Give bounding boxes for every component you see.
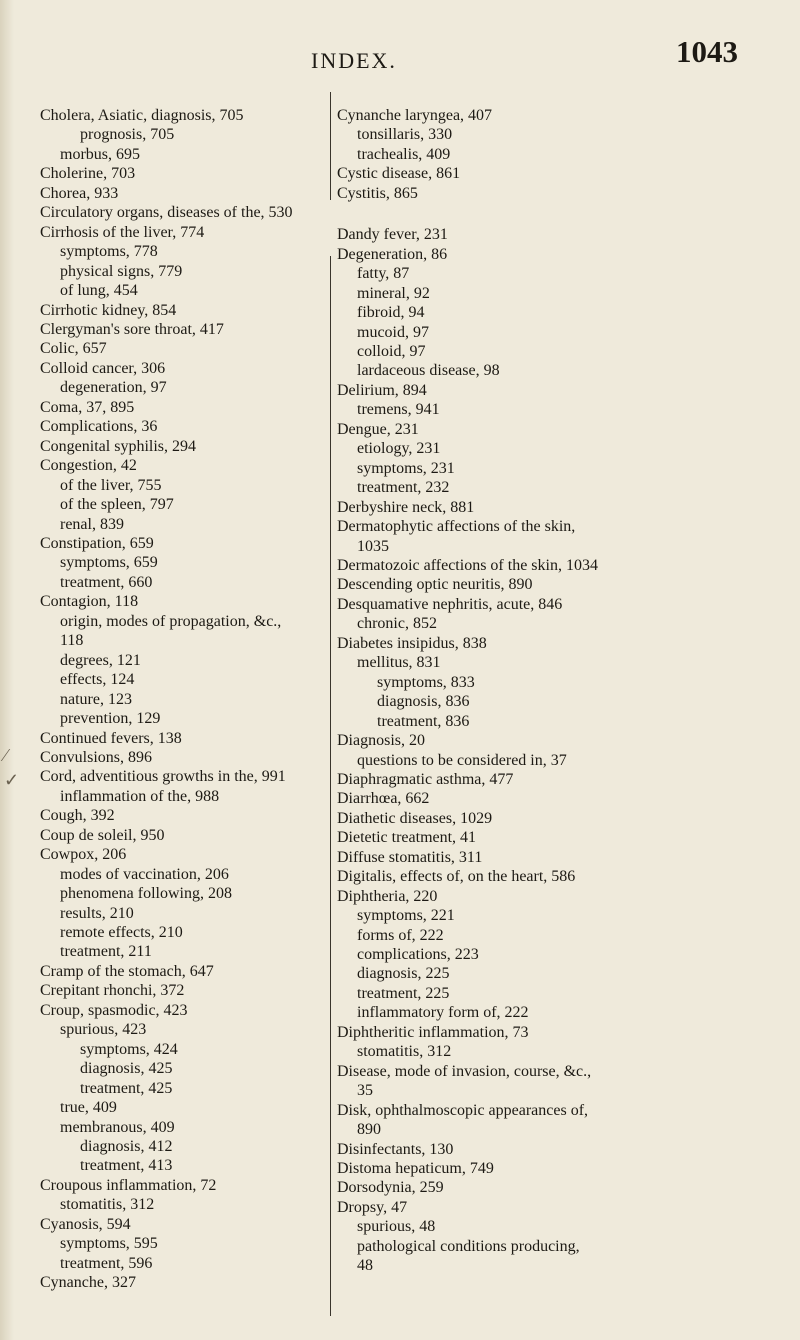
index-entry: Cynanche laryngea, 407: [337, 107, 493, 124]
index-entry: Congenital syphilis, 294: [40, 437, 196, 455]
index-subentry: renal, 839: [60, 515, 124, 533]
index-entry: Descending optic neuritis, 890: [337, 576, 533, 594]
index-subentry: of lung, 454: [60, 282, 138, 300]
index-subentry: tonsillaris, 330: [357, 126, 453, 144]
index-subentry: diagnosis, 412: [80, 1138, 173, 1156]
index-subentry: morbus, 695: [60, 145, 140, 163]
index-entry: Diathetic diseases, 1029: [337, 809, 493, 827]
index-entry: Cirrhotic kidney, 854: [40, 301, 177, 319]
index-entry: Dropsy, 47: [337, 1198, 408, 1216]
index-subentry: complications, 223: [357, 946, 479, 964]
index-entry: Dermatozoic affections of the skin, 1034: [337, 556, 598, 574]
index-subentry: stomatitis, 312: [60, 1196, 155, 1214]
index-entry: Cramp of the stomach, 647: [40, 962, 214, 980]
index-entry: Diphtheritic inflammation, 73: [337, 1023, 529, 1041]
index-subentry: forms of, 222: [357, 926, 444, 944]
index-subentry: trachealis, 409: [357, 145, 451, 163]
index-column-right: [337, 106, 787, 1276]
running-head: INDEX.: [311, 48, 397, 73]
index-entry: Digitalis, effects of, on the heart, 586: [337, 868, 576, 886]
index-subentry: diagnosis, 836: [377, 693, 470, 711]
index-entry: Cirrhosis of the liver, 774: [40, 223, 205, 241]
index-subentry: true, 409: [60, 1099, 117, 1117]
index-entry: Disk, ophthalmoscopic appearances of,: [337, 1101, 589, 1119]
index-subentry: phenomena following, 208: [60, 885, 232, 903]
index-entry: Cyanosis, 594: [40, 1215, 131, 1233]
index-entry: Cystitis, 865: [337, 184, 418, 202]
index-subentry: treatment, 413: [80, 1157, 173, 1175]
index-subentry: mineral, 92: [357, 284, 430, 302]
index-subentry: results, 210: [60, 904, 134, 922]
index-entry: Coup de soleil, 950: [40, 826, 165, 844]
index-entry: Cowpox, 206: [40, 846, 127, 864]
index-entry: Diffuse stomatitis, 311: [337, 848, 483, 866]
index-entry: Dorsodynia, 259: [337, 1179, 444, 1197]
index-subentry: chronic, 852: [357, 615, 437, 633]
index-subentry: symptoms, 778: [60, 243, 158, 261]
index-subentry: treatment, 211: [60, 943, 152, 961]
page-number: 1043: [676, 34, 738, 69]
index-column-left: [40, 106, 318, 1293]
index-entry: Cystic disease, 861: [337, 165, 461, 183]
index-entry: Dengue, 231: [337, 420, 419, 438]
index-entry: Delirium, 894: [337, 381, 427, 399]
index-entry: Dermatophytic affections of the skin,: [337, 518, 576, 536]
index-subentry: treatment, 225: [357, 984, 450, 1002]
index-entry: Coma, 37, 895: [40, 398, 135, 416]
column-rule-top: [330, 92, 331, 200]
index-subentry: prognosis, 705: [80, 126, 175, 144]
index-subentry: inflammation of the, 988: [60, 787, 220, 805]
index-subentry: membranous, 409: [60, 1118, 175, 1136]
index-subentry: etiology, 231: [357, 440, 441, 458]
index-subentry: physical signs, 779: [60, 262, 183, 280]
index-group-c: [337, 106, 787, 203]
index-subentry: 890: [357, 1121, 381, 1139]
pencil-mark: ⁄: [4, 745, 8, 765]
index-entry: Disease, mode of invasion, course, &c.,: [337, 1062, 592, 1080]
index-entry: Clergyman's sore throat, 417: [40, 320, 224, 338]
index-subentry: symptoms, 221: [357, 907, 455, 925]
index-subentry: 48: [357, 1257, 373, 1275]
index-subentry: diagnosis, 425: [80, 1060, 173, 1078]
index-subentry: symptoms, 595: [60, 1235, 158, 1253]
index-entry: Croupous inflammation, 72: [40, 1176, 217, 1194]
index-subentry: tremens, 941: [357, 401, 440, 419]
index-entry: Cough, 392: [40, 807, 115, 825]
index-entry: Degeneration, 86: [337, 245, 448, 263]
index-subentry: spurious, 48: [357, 1218, 436, 1236]
index-entry: Continued fevers, 138: [40, 729, 182, 747]
index-subentry: nature, 123: [60, 690, 132, 708]
index-subentry: stomatitis, 312: [357, 1043, 452, 1061]
index-subentry: treatment, 425: [80, 1079, 173, 1097]
index-subentry: of the liver, 755: [60, 476, 162, 494]
index-entry: Complications, 36: [40, 418, 158, 436]
index-subentry: degeneration, 97: [60, 379, 167, 397]
index-subentry: spurious, 423: [60, 1021, 147, 1039]
index-subentry: colloid, 97: [357, 342, 426, 360]
index-entry: Chorea, 933: [40, 184, 119, 202]
index-group-d: [337, 225, 787, 1275]
index-entry: Cord, adventitious growths in the, 991: [40, 768, 286, 786]
index-subentry: inflammatory form of, 222: [357, 1004, 529, 1022]
index-entry: Diarrhœa, 662: [337, 790, 430, 808]
index-entry: Disinfectants, 130: [337, 1140, 454, 1158]
index-subentry: 118: [60, 632, 84, 650]
index-entry: Diaphragmatic asthma, 477: [337, 770, 514, 788]
index-subentry: treatment, 232: [357, 479, 450, 497]
index-subentry: symptoms, 424: [80, 1040, 178, 1058]
index-subentry: mucoid, 97: [357, 323, 429, 341]
index-subentry: symptoms, 659: [60, 554, 158, 572]
index-entry: Constipation, 659: [40, 534, 154, 552]
index-entry: Colloid cancer, 306: [40, 359, 166, 377]
index-subentry: lardaceous disease, 98: [357, 362, 500, 380]
index-entry: Diphtheria, 220: [337, 887, 438, 905]
index-entry: Colic, 657: [40, 340, 107, 358]
index-subentry: symptoms, 231: [357, 459, 455, 477]
index-subentry: 1035: [357, 537, 389, 555]
index-subentry: pathological conditions producing,: [357, 1237, 580, 1255]
index-entry: Cholera, Asiatic, diagnosis, 705: [40, 107, 244, 124]
index-entry: Desquamative nephritis, acute, 846: [337, 595, 563, 613]
index-entry: Croup, spasmodic, 423: [40, 1001, 188, 1019]
index-subentry: of the spleen, 797: [60, 496, 174, 514]
index-subentry: treatment, 836: [377, 712, 470, 730]
index-subentry: questions to be considered in, 37: [357, 751, 567, 769]
index-subentry: effects, 124: [60, 671, 135, 689]
index-entry: Crepitant rhonchi, 372: [40, 982, 185, 1000]
index-subentry: symptoms, 833: [377, 673, 475, 691]
index-subentry: treatment, 596: [60, 1254, 153, 1272]
page-edge-shadow: [0, 0, 14, 1340]
index-entry: Cynanche, 327: [40, 1274, 136, 1292]
index-entry: Convulsions, 896: [40, 748, 153, 766]
index-subentry: degrees, 121: [60, 651, 141, 669]
pencil-mark: ✓: [4, 770, 20, 790]
index-subentry: diagnosis, 225: [357, 965, 450, 983]
index-subentry: prevention, 129: [60, 710, 161, 728]
column-rule-main: [330, 256, 331, 1316]
index-subentry: remote effects, 210: [60, 924, 183, 942]
index-entry: Dietetic treatment, 41: [337, 829, 477, 847]
index-subentry: fatty, 87: [357, 265, 410, 283]
index-entry: Distoma hepaticum, 749: [337, 1160, 494, 1178]
index-subentry: fibroid, 94: [357, 304, 425, 322]
index-subentry: treatment, 660: [60, 573, 153, 591]
index-subentry: mellitus, 831: [357, 654, 441, 672]
section-gap: [337, 203, 787, 225]
index-entry: Circulatory organs, diseases of the, 530: [40, 204, 293, 222]
index-entry: Diabetes insipidus, 838: [337, 634, 487, 652]
index-entry: Dandy fever, 231: [337, 226, 448, 244]
index-entry: Contagion, 118: [40, 593, 139, 611]
index-entry: Diagnosis, 20: [337, 732, 425, 750]
index-entry: Congestion, 42: [40, 457, 137, 475]
index-entry: Derbyshire neck, 881: [337, 498, 475, 516]
index-subentry: 35: [357, 1082, 373, 1100]
index-subentry: origin, modes of propagation, &c.,: [60, 612, 282, 630]
index-entry: Cholerine, 703: [40, 165, 136, 183]
index-subentry: modes of vaccination, 206: [60, 865, 229, 883]
